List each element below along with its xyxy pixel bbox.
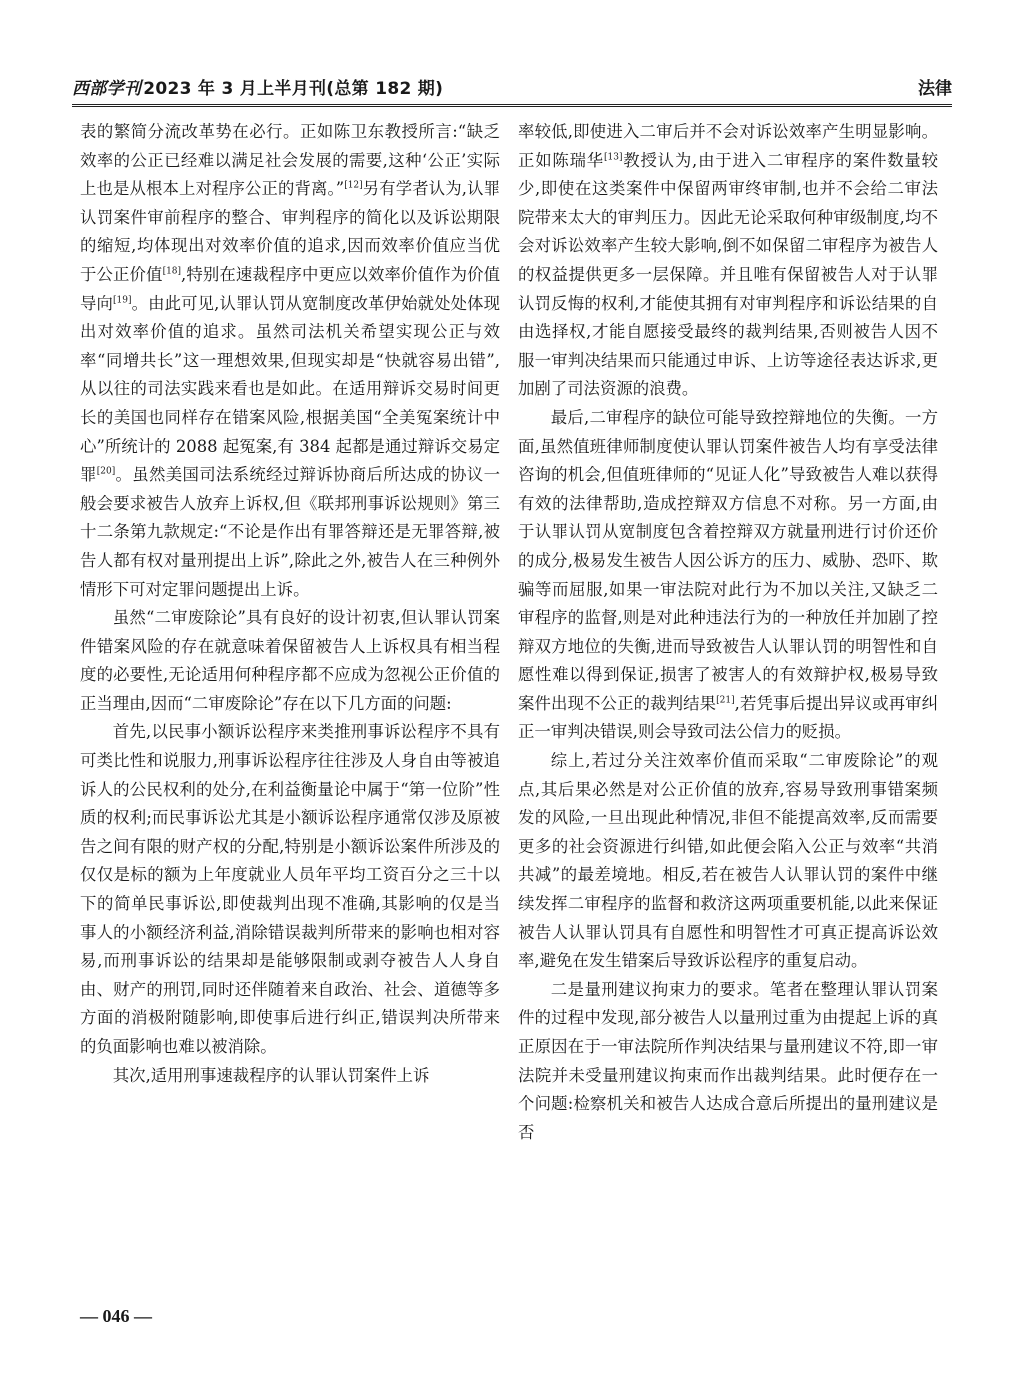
paragraph bbox=[518, 747, 938, 976]
paragraph-text: 其次,适用刑事速裁程序的认罪认罚案件上诉 bbox=[112, 1065, 430, 1085]
paragraph bbox=[518, 404, 938, 747]
citation-reference: [19] bbox=[113, 295, 132, 306]
paragraph-text: 。虽然美国司法系统经过辩诉协商后所达成的协议一般会要求被告人放弃上诉权,但《联邦刑事诉讼规则》第三十二条第九款规定:“不论是作出有罪答辩还是无罪答辩,被告人都有权对量刑提出上诉”,除此之外,被告人在三种例外情形下可对定罪问题提出上诉。 bbox=[80, 465, 501, 599]
paragraph-text: 另有学者认为,认罪认罚案件审前程序的整合、审判程序的简化以及诉讼期限的缩短,均体现出对效率价值的追求,因而效率价值应当优于公正价值 bbox=[80, 179, 500, 284]
journal-logo: 西部学刊 bbox=[72, 79, 142, 99]
paragraph bbox=[518, 118, 938, 404]
paragraph-text: 虽然“二审废除论”具有良好的设计初衷,但认罪认罚案件错案风险的存在就意味着保留被告人上诉权具有相当程度的必要性,无论适用何种程序都不应成为忽视公正价值的正当理由,因而“二审废除论”存在以下几方面的问题: bbox=[80, 608, 500, 713]
citation-reference: [21] bbox=[716, 695, 735, 706]
paragraph-text: ,若凭事后提出异议或再审纠正一审判决错误,则会导致司法公信力的贬损。 bbox=[518, 693, 938, 742]
right-column bbox=[518, 118, 938, 1147]
paragraph-text: 教授认为,由于进入二审程序的案件数量较少,即使在这类案件中保留两审终审制,也并不会给二审法院带来太大的审判压力。因此无论采取何种审级制度,均不会对诉讼效率产生较大影响,倒不如保留二审程序为被告人的权益提供更多一层保障。并且唯有保留被告人对于认罪认罚反悔的权利,才能使其拥有对审判程序和诉讼结果的自由选择权,才能自愿接受最终的裁判结果,否则被告人因不服一审判决结果而只能通过申诉、上访等途径表达诉求,更加剧了司法资源的浪费。 bbox=[518, 150, 938, 399]
page-number: — 046 — bbox=[80, 1306, 152, 1326]
journal-title bbox=[72, 74, 443, 99]
running-header bbox=[72, 70, 952, 107]
left-column bbox=[80, 118, 500, 1090]
citation-reference: [12] bbox=[344, 180, 363, 191]
issue-info: 2023 年 3 月上半月刊(总第 182 期) bbox=[143, 79, 444, 99]
paragraph-text: 率较低,即使进入二审后并不会对诉讼效率产生明显影响。正如陈瑞华 bbox=[518, 122, 938, 170]
paragraph-text: 表的繁简分流改革势在必行。正如陈卫东教授所言:“缺乏效率的公正已经难以满足社会发展的需要,这种‘公正’实际上也是从根本上对程序公正的背离。” bbox=[80, 122, 500, 199]
citation-reference: [13] bbox=[603, 152, 623, 163]
paragraph-text: 。由此可见,认罪认罚从宽制度改革伊始就处处体现出对效率价值的追求。虽然司法机关希望实现公正与效率“同增共长”这一理想效果,但现实却是“快就容易出错”,从以往的司法实践来看也是如此。在适用辩诉交易时间更长的美国也同样存在错案风险,根据美国“全美冤案统计中心”所统计的 2088 起冤案,有 384 起都是通过辩诉交易定罪 bbox=[80, 293, 500, 485]
citation-reference: [18] bbox=[162, 266, 182, 277]
section-label: 法律 bbox=[918, 79, 952, 99]
paragraph bbox=[80, 1062, 500, 1091]
paragraph-text: ,特别在速裁程序中更应以效率价值作为价值导向 bbox=[80, 264, 500, 313]
paragraph bbox=[518, 976, 938, 1148]
paragraph bbox=[80, 718, 500, 1061]
paragraph bbox=[80, 118, 500, 604]
citation-reference: [20] bbox=[96, 466, 116, 477]
paragraph-text: 二是量刑建议拘束力的要求。笔者在整理认罪认罚案件的过程中发现,部分被告人以量刑过重为由提起上诉的真正原因在于一审法院所作判决结果与量刑建议不符,即一审法院并未受量刑建议拘束而作出裁判结果。此时便存在一个问题:检察机关和被告人达成合意后所提出的量刑建议是否 bbox=[518, 979, 938, 1142]
paragraph-text: 综上,若过分关注效率价值而采取“二审废除论”的观点,其后果必然是对公正价值的放弃,容易导致刑事错案频发的风险,一旦出现此种情况,非但不能提高效率,反而需要更多的社会资源进行纠错,如此便会陷入公正与效率“共消共减”的最差境地。相反,若在被告人认罪认罚的案件中继续发挥二审程序的监督和救济这两项重要机能,以此来保证被告人认罪认罚具有自愿性和明智性才可真正提高诉讼效率,避免在发生错案后导致诉讼程序的重复启动。 bbox=[518, 751, 938, 971]
paragraph bbox=[80, 604, 500, 718]
paragraph-text: 首先,以民事小额诉讼程序来类推刑事诉讼程序不具有可类比性和说服力,刑事诉讼程序往往涉及人身自由等被追诉人的公民权利的处分,在利益衡量论中属于“第一位阶”性质的权利;而民事诉讼尤其是小额诉讼程序通常仅涉及原被告之间有限的财产权的分配,特别是小额诉讼案件所涉及的仅仅是标的额为上年度就业人员年平均工资百分之三十以下的简单民事诉讼,即使裁判出现不准确,其影响的仅是当事人的小额经济利益,消除错误裁判所带来的影响也相对容易,而刑事诉讼的结果却是能够限制或剥夺被告人人身自由、财产的刑罚,同时还伴随着来自政治、社会、道德等多方面的消极附随影响,即使事后进行纠正,错误判决所带来的负面影响也难以被消除。 bbox=[80, 722, 500, 1056]
paragraph-text: 最后,二审程序的缺位可能导致控辩地位的失衡。一方面,虽然值班律师制度使认罪认罚案件被告人均有享受法律咨询的机会,但值班律师的“见证人化”导致被告人难以获得有效的法律帮助,造成控辩双方信息不对称。另一方面,由于认罪认罚从宽制度包含着控辩双方就量刑进行讨价还价的成分,极易发生被告人因公诉方的压力、威胁、恐吓、欺骗等而屈服,如果一审法院对此行为不加以关注,又缺乏二审程序的监督,则是对此种违法行为的一种放任并加剧了控辩双方地位的失衡,进而导致被告人认罪认罚的明智性和自愿性难以得到保证,损害了被害人的有效辩护权,极易导致案件出现不公正的裁判结果 bbox=[518, 407, 938, 713]
